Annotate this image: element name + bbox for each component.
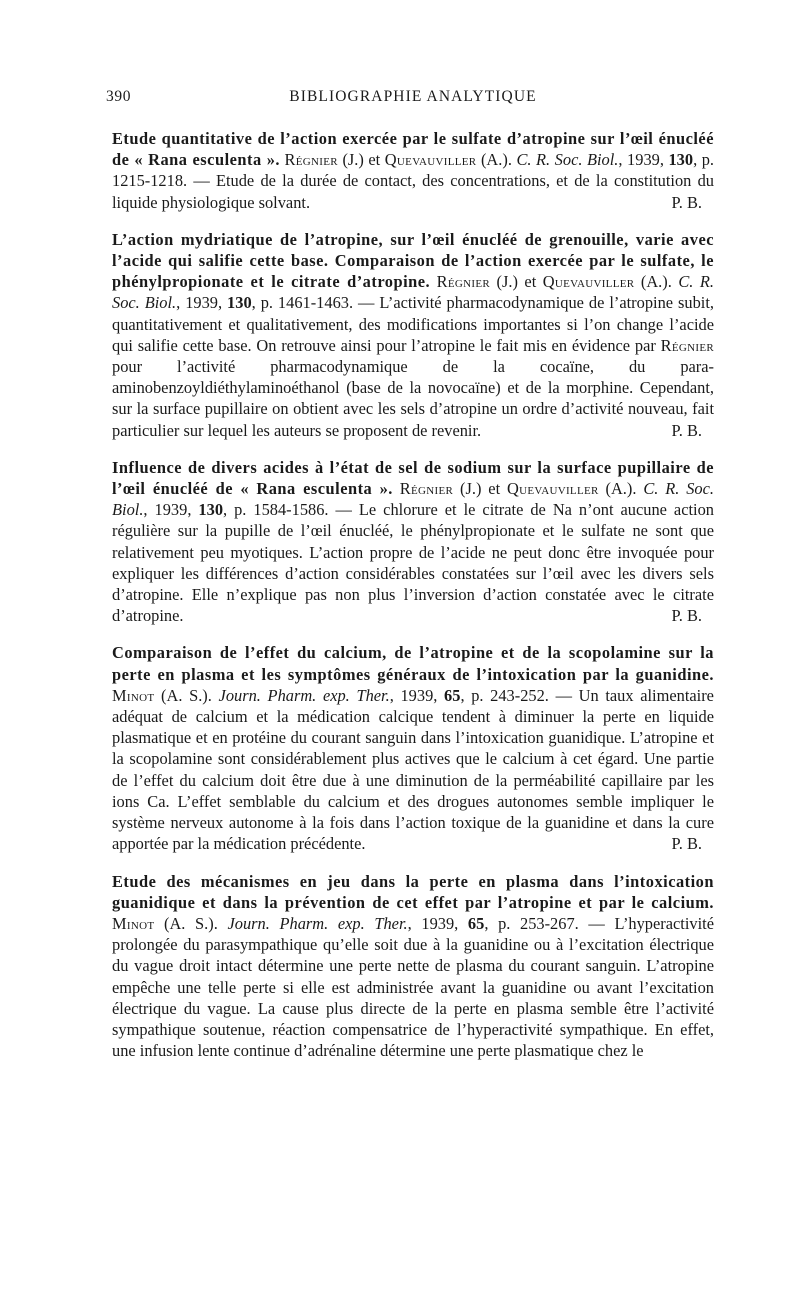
author-surname: Quevauviller [542, 272, 635, 292]
bibliography-entry: Etude des mécanismes en jeu dans la perte en plasma dans l’intoxication guanidique et dans la prévention de cet effet par l’atropine et par le calcium. Minot (A. S.). Journ. Pharm. exp. Ther., 1939, 65, p. 253-267. — L’hyperactivité prolongée du parasympathique qu’elle soit due à la guanidine ou à l’excitation électrique du vague droit intact détermine une perte nette de plasma du courant sanguin. L’atropine empêche une telle perte si elle est administrée avant la guanidine ou avant l’excitation électrique du vague. La cause plus directe de la perte en plasma semble être l’activité sympathique soutenue, réaction compensatrice de l’hyperactivité sympathique. En effet, une infusion lente continue d’adrénaline détermine une perte plasmatique chez le [112, 871, 714, 1061]
author-surname: Quevauviller [507, 479, 599, 499]
entry-title: Etude des mécanismes en jeu dans la perte en plasma dans l’intoxication guanidique et dans la prévention de cet effet par l’atropine et par le calcium. [112, 871, 714, 912]
journal-volume: 130 [227, 293, 252, 313]
abstract-text: — L’hyperactivité prolongée du parasympathique qu’elle soit due à la guanidine ou à l’excitation électrique du vague droit intact détermine une perte nette de plasma du courant sanguin. L’atropine empêche une telle perte si elle est administrée avant la guanidine ou avant l’excitation électrique du vague. La cause plus directe de la perte en plasma semble être l’activité sympathique soutenue, réaction compensatrice de l’hyperactivité sympathique. En effet, une infusion lente continue d’adrénaline détermine une perte plasmatique chez le [112, 913, 714, 1061]
author-initial: (A.). [480, 150, 512, 170]
author-initial: (A. S.). [164, 913, 218, 933]
abstract-text: — Un taux alimentaire adéquat de calcium et la médication calcique tendent à diminuer la perte en liquide plasmatique et en protéine du courant sanguin dans l’intoxication guanidique. L’atropine et la scopolamine sont considérablement plus actives que le calcium à cet égard. Une partie de l’effet du calcium doit être due à une diminution de la perméabilité capillaire par les ions Ca. L’effet semblable du calcium et des drogues autonomes semble impliquer le système nerveux autonome à la fois dans l’action toxique de la guanidine et dans la cure apportée par la médication précédente. [112, 685, 714, 854]
author-surname: Régnier [284, 150, 338, 170]
abstract-text: — Le chlorure et le citrate de Na n’ont aucune action régulière sur la pupille de l’œil énucléé, le phénylpropionate et le sulfate ne sont que relativement peu myotiques. L’action propre de l’acide ne peut donc être invoquée pour expliquer les différences d’action considérables constatées sur l’œil avec les divers sels d’atropine. Elle n’explique pas non plus l’inversion d’action constatée avec le citrate d’atropine. [112, 500, 714, 626]
page-range: , p. 253-267. [484, 913, 579, 933]
journal-volume: 130 [668, 150, 694, 170]
journal-name: C. R. Soc. Biol. [112, 479, 714, 520]
journal-volume: 130 [198, 500, 224, 520]
abstract-author-reference: Régnier [660, 335, 714, 355]
abstract-text-continued: pour l’activité pharmacodynamique de la cocaïne, du para-aminobenzoyldiéthylaminoéthanol (base de la novocaïne) et de la morphine. Cependant, sur la surface pupillaire on obtient avec les sels d’atropine un ordre d’activité nouveau, fait particulier sur lequel les auteurs se proposent de revenir. [112, 357, 714, 440]
journal-volume: 65 [444, 685, 461, 705]
page-number: 390 [106, 88, 132, 105]
abstract-text: — Etude de la durée de contact, des concentrations, et de la constitution du liquide physiologique solvant. [112, 171, 714, 212]
document-page [106, 88, 715, 1061]
journal-name: Journ. Pharm. exp. Ther. [218, 685, 390, 705]
bibliography-entry: L’action mydriatique de l’atropine, sur l’œil énucléé de grenouille, varie avec l’acide qui salifie cette base. Comparaison de l’action exercée par le sulfate, le phénylpropionate et le citrate d’atropine. Régnier (J.) et Quevauviller (A.). C. R. Soc. Biol., 1939, 130, p. 1461-1463. — L’activité pharmacodynamique de l’atropine subit, quantitativement et qualitativement, des modifications importantes si l’on change l’acide qui salifie cette base. On retrouve ainsi pour l’atropine le fait mis en évidence par Régnier pour l’activité pharmacodynamique de la cocaïne, du para-aminobenzoyldiéthylaminoéthanol (base de la novocaïne) et de la morphine. Cependant, sur la surface pupillaire on obtient avec les sels d’atropine un ordre d’activité nouveau, fait particulier sur lequel les auteurs se proposent de revenir. P. B. [112, 229, 714, 440]
journal-name: C. R. Soc. Biol. [516, 150, 619, 170]
bibliography-entry: Etude quantitative de l’action exercée par le sulfate d’atropine sur l’œil énucléé de « Rana esculenta ». Régnier (J.) et Quevauviller (A.). C. R. Soc. Biol., 1939, 130, p. 1215-1218. — Etude de la durée de contact, des concentrations, et de la constitution du liquide physiologique solvant. P. B. [112, 129, 715, 212]
entry-title: Comparaison de l’effet du calcium, de l’atropine et de la scopolamine sur la perte en plasma et les symptômes généraux de l’intoxication par la guanidine. [112, 643, 714, 684]
journal-name: Journ. Pharm. exp. Ther. [227, 913, 408, 933]
author-surname: Minot [112, 685, 155, 705]
page-range: , p. 243-252. [460, 685, 549, 705]
author-initial: (J.) [460, 479, 482, 499]
author-initial: (J.) [342, 150, 364, 170]
entry-title: L’action mydriatique de l’atropine, sur l’œil énucléé de grenouille, varie avec l’acide qui salifie cette base. Comparaison de l’action exercée par le sulfate, le phénylpropionate et le citrate d’atropine. [112, 229, 714, 292]
author-connector: et [368, 150, 381, 170]
author-initial: (A.). [640, 272, 672, 292]
journal-name: C. R. Soc. Biol. [112, 272, 714, 313]
author-connector: et [488, 479, 501, 499]
author-initial: (A. S.). [161, 685, 212, 705]
running-head [106, 88, 714, 112]
reviewer-initials: P. B. [671, 606, 702, 626]
author-surname: Quevauviller [384, 150, 477, 170]
entry-title: Etude quantitative de l’action exercée par le sulfate d’atropine sur l’œil énucléé de « Rana esculenta ». [112, 129, 714, 170]
author-initial: (A.). [605, 479, 637, 499]
author-connector: et [524, 272, 537, 292]
author-surname: Régnier [436, 272, 491, 292]
bibliography-entry: Comparaison de l’effet du calcium, de l’atropine et de la scopolamine sur la perte en plasma et les symptômes généraux de l’intoxication par la guanidine. Minot (A. S.). Journ. Pharm. exp. Ther., 1939, 65, p. 243-252. — Un taux alimentaire adéquat de calcium et la médication calcique tendent à diminuer la perte en liquide plasmatique et en protéine du courant sanguin dans l’intoxication guanidique. L’atropine et la scopolamine sont considérablement plus actives que le calcium à cet égard. Une partie de l’effet du calcium doit être due à une diminution de la perméabilité capillaire par les ions Ca. L’effet semblable du calcium et des drogues autonomes semble impliquer le système nerveux autonome à la fois dans l’action toxique de la guanidine et dans la cure apportée par la médication précédente. P. B. [112, 643, 714, 854]
author-surname: Minot [112, 913, 155, 933]
publication-year: 1939, [421, 913, 459, 933]
publication-year: 1939, [627, 150, 664, 170]
entry-title: Influence de divers acides à l’état de sel de sodium sur la surface pupillaire de l’œil énucléé de « Rana esculenta ». [112, 457, 714, 499]
page-range: , p. 1461-1463. [251, 293, 354, 313]
reviewer-initials: P. B. [671, 192, 702, 212]
running-title: BIBLIOGRAPHIE ANALYTIQUE [289, 88, 537, 105]
bibliography-entry: Influence de divers acides à l’état de sel de sodium sur la surface pupillaire de l’œil énucléé de « Rana esculenta ». Régnier (J.) et Quevauviller (A.). C. R. Soc. Biol., 1939, 130, p. 1584-1586. — Le chlorure et le citrate de Na n’ont aucune action régulière sur la pupille de l’œil énucléé, le phénylpropionate et le sulfate ne sont que relativement peu myotiques. L’action propre de l’acide ne peut donc être invoquée pour expliquer les différences d’action considérables constatées sur l’œil avec les divers sels d’atropine. Elle n’explique pas non plus l’inversion d’action constatée avec le citrate d’atropine. P. B. [112, 457, 714, 626]
reviewer-initials: P. B. [671, 834, 702, 854]
publication-year: 1939, [154, 500, 192, 520]
author-surname: Régnier [399, 479, 454, 499]
page-range: , p. 1215-1218. [112, 150, 715, 191]
journal-volume: 65 [467, 913, 485, 933]
reviewer-initials: P. B. [671, 420, 702, 440]
publication-year: 1939, [185, 293, 223, 313]
abstract-text: — L’activité pharmacodynamique de l’atropine subit, quantitativement et qualitativement, des modifications importantes si l’on change l’acide qui salifie cette base. On retrouve ainsi pour l’atropine le fait mis en évidence par [112, 293, 714, 355]
author-initial: (J.) [496, 272, 518, 292]
publication-year: 1939, [400, 685, 438, 705]
page-range: , p. 1584-1586. [223, 500, 329, 520]
